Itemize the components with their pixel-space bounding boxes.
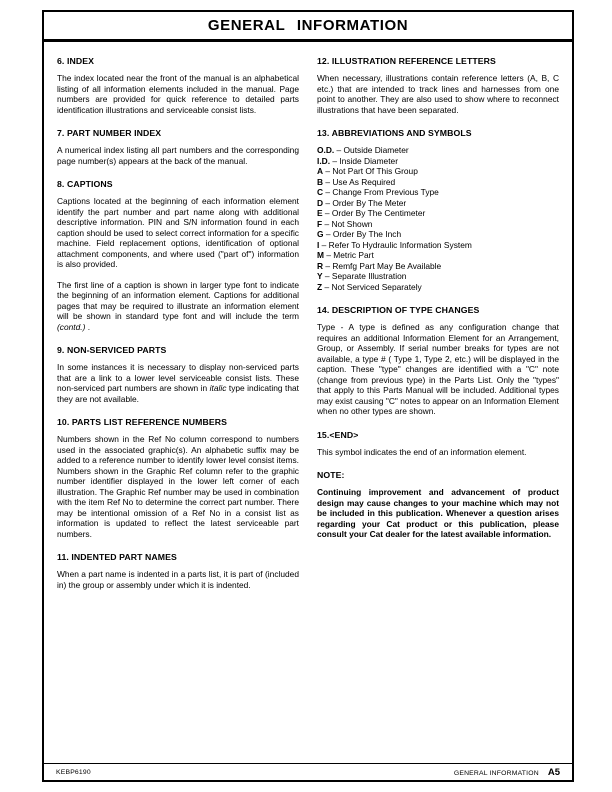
footer-right	[454, 767, 560, 778]
abbreviation-term: I.D.	[317, 155, 331, 166]
section-heading: 7. PART NUMBER INDEX	[57, 128, 162, 138]
section-heading: 15.<END>	[317, 429, 359, 440]
paragraph-text: The first line of a caption is shown in larger type font to indicate the beginning of an information element. Captions for additional pages that may be required to illustrate an information element will be shown in standard type font and will include the term	[57, 279, 299, 321]
section-part-number-index	[57, 128, 299, 166]
abbreviation-item	[317, 145, 559, 156]
abbreviation-item	[317, 229, 559, 240]
abbreviation-definition: – Outside Diameter	[336, 145, 409, 155]
right-column	[317, 56, 559, 763]
paragraph	[57, 280, 299, 333]
section-abbreviations-and-symbols	[317, 128, 559, 292]
abbreviation-item	[317, 250, 559, 261]
section-index	[57, 56, 299, 115]
abbreviation-term: E	[317, 208, 323, 218]
abbreviation-definition: – Use As Required	[325, 176, 396, 187]
paragraph: When necessary, illustrations contain reference letters (A, B, C etc.) that are intended to track lines and harnesses from one point to another. They are also used to show where to reconnect illustrations that have been separated.	[317, 73, 559, 115]
abbreviation-item	[317, 282, 559, 293]
abbreviation-item	[317, 198, 559, 209]
paragraph-text: type indicating that they are not available.	[57, 383, 299, 404]
section-captions	[57, 179, 299, 332]
paragraph: The index located near the front of the manual is an alphabetical listing of all information elements included in the manual. Page numbers are provided for quick reference to detailed parts identification illustrations and serviceable consist lists.	[57, 73, 299, 115]
abbreviation-term: R	[317, 260, 324, 271]
contd-term: (contd.)	[57, 321, 86, 332]
paragraph-text: In some instances it is necessary to display non-serviced parts that are a link to a lower level serviceable consist lists. These non-serviced part numbers are shown in	[57, 362, 299, 393]
section-non-serviced-parts	[57, 345, 299, 404]
left-column	[57, 56, 299, 763]
paragraph: Captions located at the beginning of each information element identify the part number and part name along with additional descriptive information. PIN and S/N information found in each caption should be used to select correct information for a specific machine. Field replacement options, identification of optional attachment components, and where used ("part of") information is also provided.	[57, 196, 299, 269]
footer-doc-number: KEBP6190	[56, 768, 91, 776]
note-paragraph: Continuing improvement and advancement of product design may cause changes to your machine which may not be included in this publication. Whenever a question arises regarding your Cat product or this publication, please consult your Cat dealer for the latest available information.	[317, 487, 559, 539]
abbreviation-item	[317, 208, 559, 219]
abbreviation-term: Z	[317, 281, 323, 292]
section-heading: 12. ILLUSTRATION REFERENCE LETTERS	[317, 56, 496, 66]
abbreviation-definition: – Change From Previous Type	[325, 187, 439, 197]
section-heading: NOTE:	[317, 470, 345, 480]
footer-page-number: A5	[547, 766, 560, 778]
abbreviation-term: F	[317, 218, 323, 229]
section-illustration-reference-letters	[317, 56, 559, 115]
abbreviation-term: Y	[317, 271, 323, 281]
abbreviation-item	[317, 177, 559, 188]
section-heading: 8. CAPTIONS	[57, 179, 113, 189]
abbreviation-item	[317, 271, 559, 282]
abbreviation-definition: – Not Shown	[324, 218, 373, 229]
paragraph: When a part name is indented in a parts list, it is part of (included in) the group or assembly under which it is indented.	[57, 569, 299, 590]
abbreviation-item	[317, 187, 559, 198]
section-indented-part-names	[57, 552, 299, 590]
abbreviation-list	[317, 145, 559, 292]
paragraph	[57, 362, 299, 404]
footer	[44, 763, 572, 780]
section-heading: 11. INDENTED PART NAMES	[57, 552, 177, 562]
abbreviation-definition: – Not Part Of This Group	[325, 166, 418, 176]
abbreviation-term: A	[317, 166, 324, 176]
abbreviation-term: M	[317, 250, 324, 260]
paragraph: Type - A type is defined as any configuration change that requires an additional Information Element for an Arrangement, Group, or Assembly. If serial number breaks for types are not available, a type # ( Type 1, Type 2, etc.) will be displayed in the caption. These "type" changes are identified with a "C" note (change from previous type) in the Parts List. Only the "types" that apply to this Parts Manual will be included. Additional types may exist causing "C" notes to appear on an Information Element when no other types are shown.	[317, 322, 559, 416]
paragraph: This symbol indicates the end of an information element.	[317, 446, 527, 457]
abbreviation-definition: – Order By The Centimeter	[324, 208, 426, 218]
abbreviation-definition: – Order By The Inch	[325, 229, 402, 239]
abbreviation-term: C	[317, 187, 324, 197]
footer-section-label: GENERAL INFORMATION	[453, 769, 539, 777]
abbreviation-definition: – Separate Illustration	[324, 271, 407, 281]
abbreviation-term: D	[317, 197, 324, 208]
section-heading: 13. ABBREVIATIONS AND SYMBOLS	[317, 128, 472, 138]
abbreviation-definition: – Metric Part	[326, 250, 374, 260]
abbreviation-definition: – Not Serviced Separately	[324, 281, 422, 292]
paragraph-text: .	[85, 321, 91, 332]
abbreviation-term: B	[317, 176, 324, 187]
section-end-symbol	[317, 430, 559, 458]
abbreviation-definition: – Refer To Hydraulic Information System	[321, 239, 472, 250]
abbreviation-term: G	[317, 229, 324, 239]
section-heading: 9. NON-SERVICED PARTS	[57, 345, 167, 355]
page-frame	[42, 10, 574, 782]
page-title: GENERAL INFORMATION	[207, 17, 409, 34]
abbreviation-term: O.D.	[317, 145, 335, 155]
paragraph: Numbers shown in the Ref No column correspond to numbers used in the associated graphic(s). An alphabetic suffix may be added to a reference number to identify lower level consist items. Numbers shown in the Graphic Ref column refer to the graphic number identifier displayed in the lower left corner of each illustration. The Graphic Ref number may be used in combination with the item Ref No to determine the correct part number. There may be intentional omission of a Ref No in a consist list as information is updated to reflect the latest serviceable part numbers.	[57, 434, 299, 539]
abbreviation-item	[317, 261, 559, 272]
abbreviation-item	[317, 219, 559, 230]
paragraph: A numerical index listing all part numbers and the corresponding page number(s) appears at the back of the manual.	[57, 145, 299, 166]
abbreviation-item	[317, 166, 559, 177]
section-heading: 6. INDEX	[57, 56, 95, 66]
abbreviation-term: I	[317, 239, 320, 250]
abbreviation-definition: – Order By The Meter	[325, 197, 407, 208]
section-description-of-type-changes	[317, 305, 559, 417]
section-heading: 10. PARTS LIST REFERENCE NUMBERS	[57, 417, 228, 427]
abbreviation-definition: – Inside Diameter	[332, 155, 398, 166]
abbreviation-item	[317, 240, 559, 251]
content	[44, 42, 572, 763]
section-heading: 14. DESCRIPTION OF TYPE CHANGES	[317, 305, 480, 315]
abbreviation-definition: – Remfg Part May Be Available	[325, 260, 442, 271]
section-note	[317, 470, 559, 540]
abbreviation-item	[317, 156, 559, 167]
page-header	[44, 12, 572, 42]
italic-term: italic	[209, 383, 227, 393]
section-parts-list-reference-numbers	[57, 417, 299, 539]
